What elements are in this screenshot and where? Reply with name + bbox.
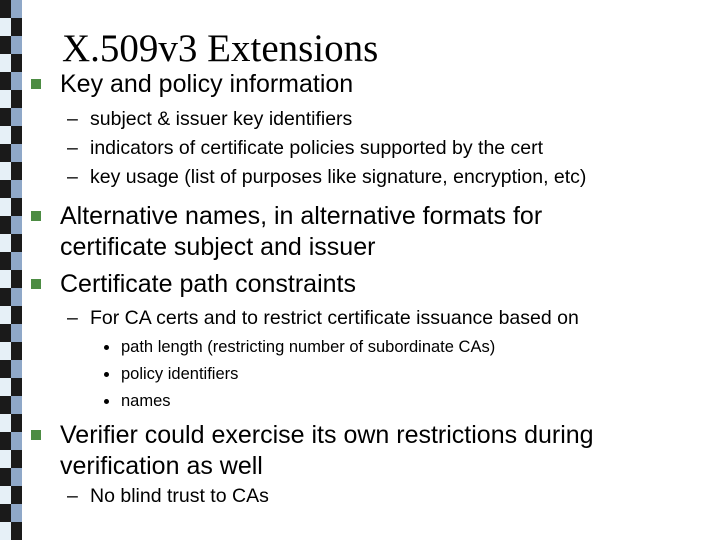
decorative-sidebar bbox=[0, 0, 22, 540]
sidebar-block bbox=[0, 198, 11, 216]
sidebar-block bbox=[0, 252, 11, 270]
sub-bullet-key-identifiers: subject & issuer key identifiers bbox=[90, 108, 353, 130]
dot-bullet-icon bbox=[104, 399, 109, 404]
dash-icon: – bbox=[67, 108, 78, 130]
sidebar-block bbox=[0, 54, 11, 72]
sidebar-block bbox=[11, 468, 22, 486]
sidebar-block bbox=[11, 216, 22, 234]
sidebar-block bbox=[0, 0, 11, 18]
sidebar-block bbox=[0, 504, 11, 522]
sidebar-block bbox=[11, 288, 22, 306]
sidebar-block bbox=[0, 270, 11, 288]
sidebar-block bbox=[11, 18, 22, 36]
sidebar-block bbox=[0, 342, 11, 360]
sidebar-block bbox=[11, 72, 22, 90]
sidebar-block bbox=[0, 108, 11, 126]
sidebar-block bbox=[11, 180, 22, 198]
bullet-square-icon bbox=[31, 211, 41, 221]
sidebar-block bbox=[11, 432, 22, 450]
bullet-key-policy: Key and policy information bbox=[60, 70, 354, 98]
sidebar-block bbox=[0, 324, 11, 342]
sidebar-block bbox=[11, 378, 22, 396]
sidebar-block bbox=[11, 108, 22, 126]
sidebar-block bbox=[0, 72, 11, 90]
sidebar-block bbox=[11, 324, 22, 342]
sidebar-block bbox=[0, 180, 11, 198]
sidebar-block bbox=[11, 0, 22, 18]
sidebar-block bbox=[11, 54, 22, 72]
sidebar-block bbox=[0, 360, 11, 378]
sidebar-block bbox=[11, 234, 22, 252]
bullet-square-icon bbox=[31, 79, 41, 89]
sidebar-block bbox=[0, 486, 11, 504]
sidebar-block bbox=[0, 216, 11, 234]
dash-icon: – bbox=[67, 307, 78, 329]
sub-bullet-no-blind-trust: No blind trust to CAs bbox=[90, 485, 269, 507]
bullet-square-icon bbox=[31, 430, 41, 440]
dash-icon: – bbox=[67, 485, 78, 507]
sidebar-block bbox=[0, 90, 11, 108]
sidebar-block bbox=[0, 378, 11, 396]
sub-bullet-certificate-policies: indicators of certificate policies supported by the cert bbox=[90, 137, 544, 159]
sidebar-block bbox=[11, 306, 22, 324]
sidebar-block bbox=[0, 36, 11, 54]
sidebar-block bbox=[11, 486, 22, 504]
sidebar-block bbox=[11, 522, 22, 540]
sub-sub-bullet-path-length: path length (restricting number of subordinate CAs) bbox=[121, 338, 496, 356]
sidebar-block bbox=[11, 414, 22, 432]
sidebar-block bbox=[0, 522, 11, 540]
sidebar-block bbox=[11, 450, 22, 468]
sidebar-block bbox=[11, 36, 22, 54]
sidebar-block bbox=[11, 342, 22, 360]
sidebar-block bbox=[11, 396, 22, 414]
slide-title: X.509v3 Extensions bbox=[62, 27, 379, 70]
sub-sub-bullet-policy-identifiers: policy identifiers bbox=[121, 365, 239, 383]
sidebar-block bbox=[0, 396, 11, 414]
sidebar-block bbox=[0, 450, 11, 468]
bullet-square-icon bbox=[31, 279, 41, 289]
sidebar-block bbox=[0, 432, 11, 450]
sidebar-block bbox=[11, 90, 22, 108]
sidebar-block bbox=[11, 162, 22, 180]
sidebar-block bbox=[0, 234, 11, 252]
sidebar-block bbox=[11, 360, 22, 378]
sub-sub-bullet-names: names bbox=[121, 392, 171, 410]
sidebar-block bbox=[0, 144, 11, 162]
sidebar-block bbox=[0, 162, 11, 180]
sidebar-block bbox=[11, 252, 22, 270]
sub-bullet-key-usage: key usage (list of purposes like signature, encryption, etc) bbox=[90, 166, 587, 188]
sidebar-block bbox=[11, 198, 22, 216]
sidebar-block bbox=[0, 468, 11, 486]
dot-bullet-icon bbox=[104, 372, 109, 377]
bullet-verifier-cont: verification as well bbox=[60, 452, 263, 480]
dot-bullet-icon bbox=[104, 345, 109, 350]
sidebar-block bbox=[0, 18, 11, 36]
dash-icon: – bbox=[67, 166, 78, 188]
sidebar-block bbox=[11, 504, 22, 522]
bullet-alternative-names-cont: certificate subject and issuer bbox=[60, 233, 376, 261]
sidebar-block bbox=[0, 288, 11, 306]
sub-bullet-ca-certs: For CA certs and to restrict certificate issuance based on bbox=[90, 307, 579, 329]
dash-icon: – bbox=[67, 137, 78, 159]
sidebar-block bbox=[0, 306, 11, 324]
sidebar-block bbox=[11, 144, 22, 162]
bullet-alternative-names: Alternative names, in alternative formats for bbox=[60, 202, 543, 230]
bullet-verifier: Verifier could exercise its own restrictions during bbox=[60, 421, 594, 449]
sidebar-block bbox=[11, 270, 22, 288]
sidebar-block bbox=[0, 126, 11, 144]
sidebar-block bbox=[11, 126, 22, 144]
sidebar-block bbox=[0, 414, 11, 432]
bullet-path-constraints: Certificate path constraints bbox=[60, 270, 356, 298]
